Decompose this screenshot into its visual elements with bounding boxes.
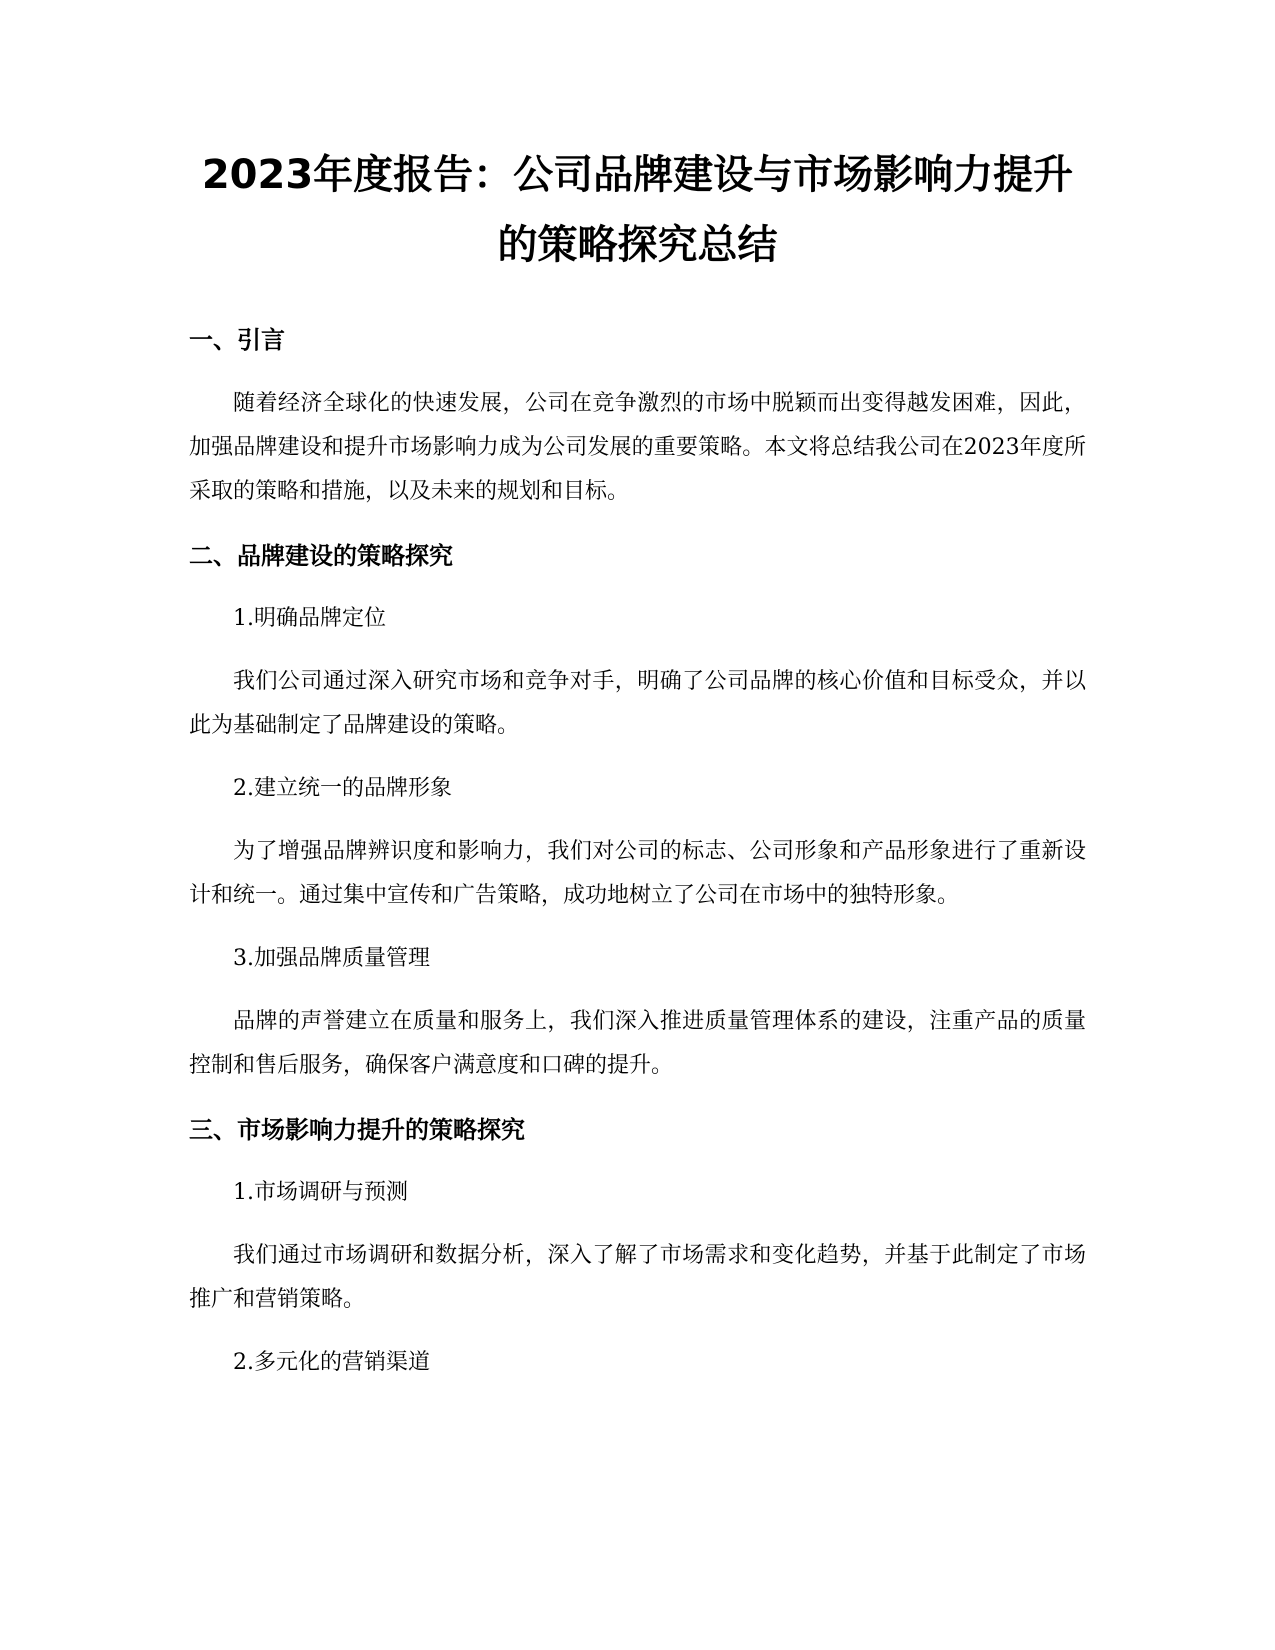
introduction-paragraph: 随着经济全球化的快速发展，公司在竞争激烈的市场中脱颖而出变得越发困难，因此，加强品牌建设和提升市场影响力成为公司发展的重要策略。本文将总结我公司在2023年度所采取的策略和措施，以及未来的规划和目标。: [189, 391, 1086, 504]
section-heading-introduction: 一、引言: [189, 326, 285, 354]
paragraph-brand-image: 为了增强品牌辨识度和影响力，我们对公司的标志、公司形象和产品形象进行了重新设计和统一。通过集中宣传和广告策略，成功地树立了公司在市场中的独特形象。: [189, 839, 1086, 908]
document-title: 2023年度报告：公司品牌建设与市场影响力提升的策略探究总结: [201, 152, 1074, 268]
paragraph-brand-quality: 品牌的声誉建立在质量和服务上，我们深入推进质量管理体系的建设，注重产品的质量控制和售后服务，确保客户满意度和口碑的提升。: [189, 1009, 1086, 1078]
subheading-market-research: 1.市场调研与预测: [233, 1180, 408, 1205]
subheading-brand-quality: 3.加强品牌质量管理: [233, 946, 430, 971]
section-heading-brand-building: 二、品牌建设的策略探究: [189, 542, 453, 570]
paragraph-market-research: 我们通过市场调研和数据分析，深入了解了市场需求和变化趋势，并基于此制定了市场推广和营销策略。: [189, 1243, 1086, 1312]
subheading-marketing-channels: 2.多元化的营销渠道: [233, 1350, 430, 1375]
document-body: [189, 140, 1086, 1385]
section-heading-market-influence: 三、市场影响力提升的策略探究: [189, 1116, 525, 1144]
subheading-brand-image: 2.建立统一的品牌形象: [233, 776, 452, 801]
subheading-brand-positioning: 1.明确品牌定位: [233, 606, 386, 631]
paragraph-brand-positioning: 我们公司通过深入研究市场和竞争对手，明确了公司品牌的核心价值和目标受众，并以此为基础制定了品牌建设的策略。: [189, 669, 1086, 738]
